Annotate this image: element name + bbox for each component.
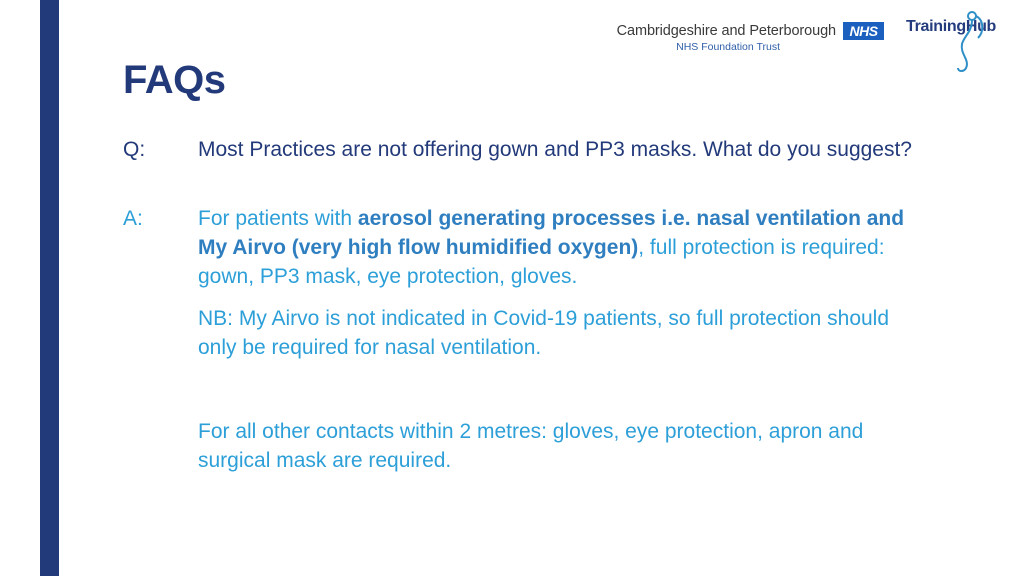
- trust-name: Cambridgeshire and Peterborough: [616, 23, 836, 39]
- answer-label: A:: [123, 207, 143, 230]
- answer-note: NB: My Airvo is not indicated in Covid-19 patients, so full protection should only be required for nasal ventilation.: [198, 307, 890, 359]
- answer-text: [198, 204, 923, 291]
- trust-subtitle: NHS Foundation Trust: [676, 41, 780, 53]
- nhs-badge: NHS: [843, 22, 884, 40]
- left-accent-bar: [40, 0, 59, 576]
- answer-suffix: , full protection is required: gown, PP3 mask, eye protection, gloves.: [198, 236, 885, 288]
- training-hub-part1: Training: [906, 18, 966, 35]
- stethoscope-icon: [950, 10, 990, 74]
- answer-other-contacts: For all other contacts within 2 metres: gloves, eye protection, apron and surgical mask are required.: [198, 420, 864, 472]
- trust-logo: [566, 22, 836, 54]
- question-label: Q:: [123, 138, 146, 161]
- header-logos: [566, 10, 1006, 74]
- page-title: FAQs: [123, 58, 226, 102]
- training-hub-logo: [906, 10, 1006, 74]
- question-text: Most Practices are not offering gown and PP3 masks. What do you suggest?: [198, 138, 912, 161]
- training-hub-part2: Hub: [965, 18, 997, 35]
- answer-bold: aerosol generating processes i.e. nasal ventilation and My Airvo (very high flow humidified oxygen): [198, 207, 905, 259]
- answer-prefix: For patients with: [198, 207, 358, 230]
